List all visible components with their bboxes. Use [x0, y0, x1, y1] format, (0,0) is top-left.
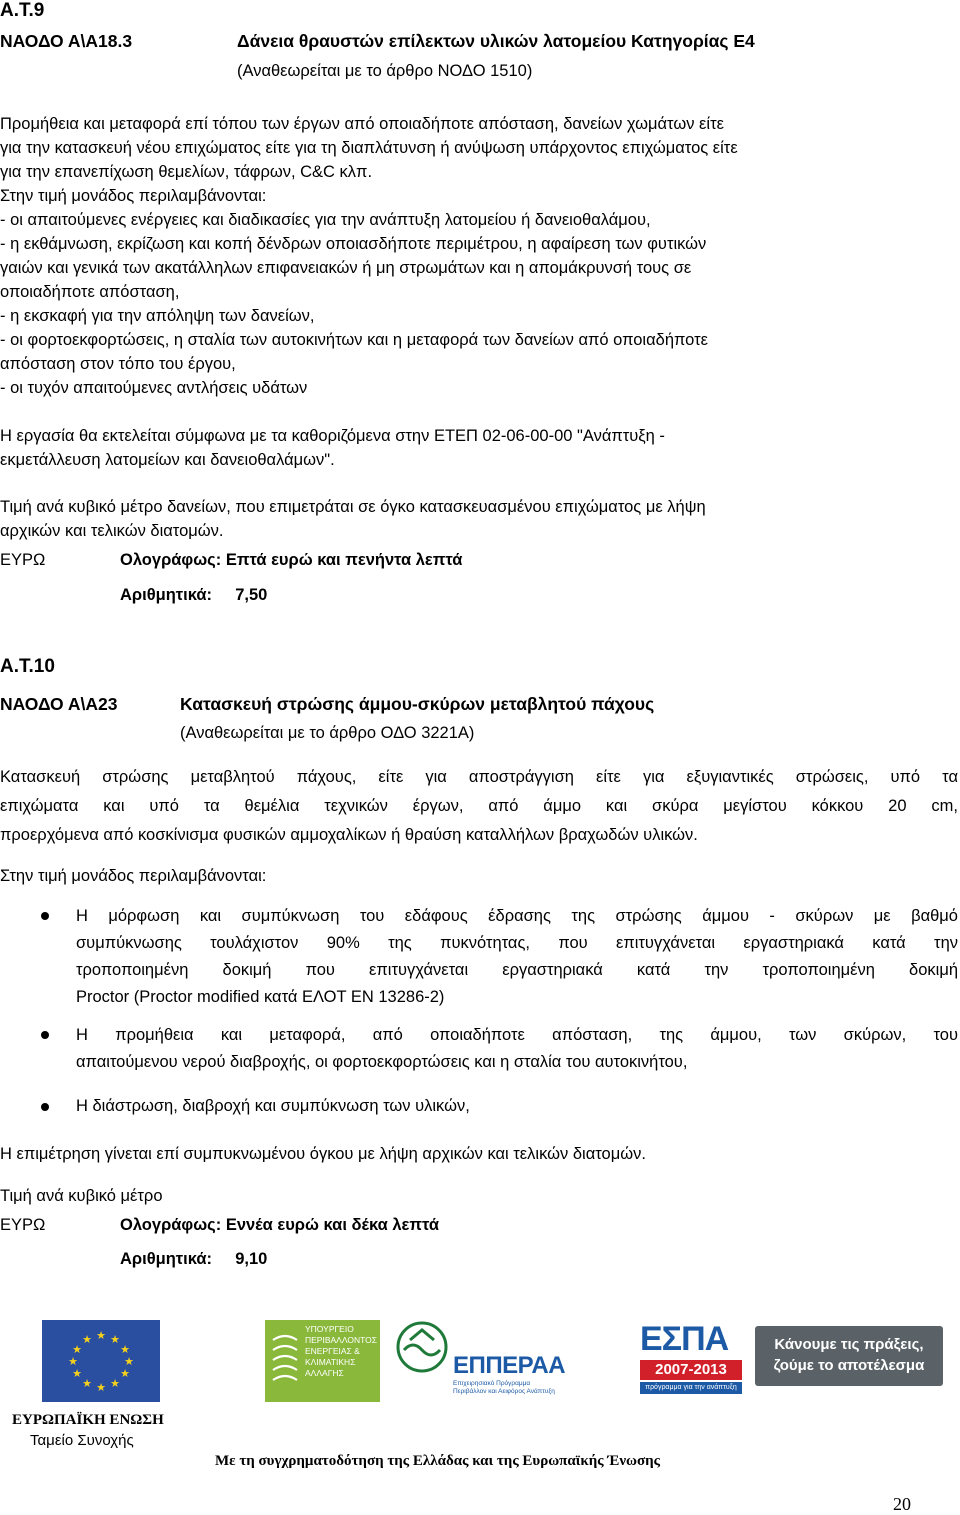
- numeric-value: 9,10: [235, 1250, 268, 1268]
- description-line: επιχώματα και υπό τα θεμέλια τεχνικών έργων, από άμμο και σκύρα μεγίστου κόκκου 20 cm,: [0, 797, 958, 815]
- spec-line: Η εργασία θα εκτελείται σύμφωνα με τα καθοριζόμενα στην ΕΤΕΠ 02-06-00-00 "Ανάπτυξη -: [0, 427, 665, 445]
- words-label: Ολογράφως:: [120, 1216, 222, 1234]
- description-line: για την επανεπίχωση θεμελίων, τάφρων, C&C κλπ.: [0, 163, 373, 181]
- svg-text:★: ★: [120, 1367, 130, 1380]
- section-2-measurement: Η επιμέτρηση γίνεται επί συμπυκνωμένου όγκου με λήψη αρχικών και τελικών διατομών.: [0, 1145, 646, 1163]
- svg-text:★: ★: [110, 1333, 120, 1346]
- numeric-label: Αριθμητικά:: [120, 586, 213, 604]
- words-value: Επτά ευρώ και πενήντα λεπτά: [225, 551, 463, 569]
- unit-line: αρχικών και τελικών διατομών.: [0, 522, 224, 540]
- section-1-revision: (Αναθεωρείται με το άρθρο ΝΟΔΟ 1510): [237, 62, 533, 80]
- section-1-words: [120, 548, 462, 572]
- bullet-line: συμπύκνωσης τουλάχιστον 90% της πυκνότητας, που επιτυγχάνεται εργαστηριακά κατά την: [76, 934, 958, 952]
- bullet-line: τροποποιημένη δοκιμή που επιτυγχάνεται εργαστηριακά κατά την τροποποιημένη δοκιμή: [76, 961, 958, 979]
- svg-text:★: ★: [82, 1333, 92, 1346]
- ministry-logo: [265, 1320, 380, 1402]
- bullet-line: απαιτούμενου νερού διαβροχής, οι φορτοεκφορτώσεις και η σταλία του αυτοκινήτου,: [76, 1053, 688, 1071]
- includes-line: απόσταση στον τόπο του έργου,: [0, 355, 236, 373]
- svg-text:★: ★: [110, 1377, 120, 1390]
- words-value: Εννέα ευρώ και δέκα λεπτά: [225, 1216, 440, 1234]
- eu-flag: [42, 1320, 160, 1402]
- eu-fund: Ταμείο Συνοχής: [30, 1432, 134, 1449]
- bullet-item: [76, 1022, 958, 1076]
- includes-line: - οι απαιτούμενες ενέργειες και διαδικασίες για την ανάπτυξη λατομείου ή δανειοθαλάμου,: [0, 211, 651, 229]
- svg-text:★: ★: [72, 1367, 82, 1380]
- includes-line: γαιών και γενικά των ακατάλληλων επιφανειακών ή μη στρωμάτων και η απομάκρυνσή τους σε: [0, 259, 692, 277]
- slogan-line: ζούμε το αποτέλεσμα: [773, 1357, 925, 1374]
- section-1-description: [0, 112, 738, 184]
- words-label: Ολογράφως:: [120, 551, 222, 569]
- ministry-line: ΥΠΟΥΡΓΕΙΟ: [305, 1324, 354, 1334]
- epperaa-name: ΕΠΠΕΡΑΑ: [453, 1352, 566, 1379]
- includes-line: - η εκθάμνωση, εκρίζωση και κοπή δένδρων οποιασδήποτε περιμέτρου, η αφαίρεση των φυτικών: [0, 235, 707, 253]
- cofinance-note: Με τη συγχρηματοδότηση της Ελλάδας και της Ευρωπαϊκής Ένωσης: [215, 1453, 661, 1469]
- section-1-numeric: [120, 583, 267, 607]
- bullet-marker: [41, 912, 49, 920]
- svg-text:★: ★: [124, 1355, 134, 1368]
- includes-title: Στην τιμή μονάδος περιλαμβάνονται:: [0, 187, 267, 205]
- section-2-words: [120, 1213, 439, 1237]
- bullet-marker: [41, 1031, 49, 1039]
- ministry-line: ΕΝΕΡΓΕΙΑΣ &: [305, 1346, 360, 1356]
- includes-line: οποιαδήποτε απόσταση,: [0, 283, 180, 301]
- section-2-code: ΝΑΟΔΟ Α\Α23: [0, 694, 118, 714]
- eu-flag-icon: [42, 1320, 160, 1402]
- espa-logo: [640, 1320, 742, 1400]
- section-2-includes-title: Στην τιμή μονάδος περιλαμβάνονται:: [0, 867, 267, 885]
- bullet-line: Η μόρφωση και συμπύκνωση του εδάφους έδρασης της στρώσης άμμου - σκύρων με βαθμό: [76, 907, 958, 925]
- bullet-line: Proctor (Proctor modified κατά ΕΛΟΤ ΕΝ 13286-2): [76, 988, 445, 1006]
- description-line: προερχόμενα από κοσκίνισμα φυσικών αμμοχαλίκων ή θραύση καταλλήλων βραχωδών υλικών.: [0, 826, 698, 844]
- spec-line: εκμετάλλευση λατομείων και δανειοθαλάμων".: [0, 451, 335, 469]
- section-2-unit: Τιμή ανά κυβικό μέτρο: [0, 1187, 163, 1205]
- espa-sub: πρόγραμμα για την ανάπτυξη: [640, 1382, 742, 1394]
- slogan-line: Κάνουμε τις πράξεις,: [774, 1336, 924, 1353]
- svg-text:★: ★: [96, 1381, 106, 1394]
- section-1-currency: ΕΥΡΩ: [0, 551, 46, 569]
- section-2-description: [0, 763, 958, 850]
- section-1-number: Α.Τ.9: [0, 0, 45, 21]
- numeric-value: 7,50: [235, 586, 268, 604]
- includes-line: - η εκσκαφή για την απόληψη των δανείων,: [0, 307, 315, 325]
- ministry-line: ΑΛΛΑΓΗΣ: [305, 1368, 344, 1378]
- svg-text:★: ★: [120, 1343, 130, 1356]
- ministry-emblem-icon: [269, 1330, 301, 1390]
- espa-years: 2007-2013: [640, 1360, 742, 1380]
- svg-text:★: ★: [96, 1329, 106, 1342]
- section-1-code: ΝΑΟΔΟ Α\Α18.3: [0, 31, 133, 51]
- section-2-number: Α.Τ.10: [0, 656, 55, 677]
- unit-line: Τιμή ανά κυβικό μέτρο δανείων, που επιμετράται σε όγκο κατασκευασμένου επιχώματος με λήψη: [0, 498, 706, 516]
- section-2-numeric: [120, 1247, 267, 1271]
- epperaa-circle-icon: [395, 1320, 449, 1374]
- section-2-revision: (Αναθεωρείται με το άρθρο ΟΔΟ 3221Α): [180, 724, 475, 742]
- section-1-spec: [0, 424, 665, 472]
- bullet-line: Η προμήθεια και μεταφορά, από οποιαδήποτε απόσταση, της άμμου, των σκύρων, του: [76, 1026, 958, 1044]
- includes-line: - οι φορτοεκφορτώσεις, η σταλία των αυτοκινήτων και η μεταφορά των δανείων από οποιαδήποτε: [0, 331, 708, 349]
- svg-text:★: ★: [82, 1377, 92, 1390]
- bullet-marker: [41, 1103, 49, 1111]
- ministry-line: ΠΕΡΙΒΑΛΛΟΝΤΟΣ: [305, 1335, 378, 1345]
- epperaa-sub-line: Επιχειρησιακό Πρόγραμμα: [453, 1380, 531, 1387]
- page-number: 20: [893, 1494, 911, 1514]
- description-line: για την κατασκευή νέου επιχώματος είτε για τη διαπλάτυνση ή ανύψωση υπάρχοντος επιχώματος είτε: [0, 139, 738, 157]
- section-2-currency: ΕΥΡΩ: [0, 1216, 46, 1234]
- ministry-line: ΚΛΙΜΑΤΙΚΗΣ: [305, 1357, 356, 1367]
- bullet-item: [76, 1094, 470, 1118]
- section-1-unit: [0, 495, 706, 543]
- svg-text:★: ★: [68, 1355, 78, 1368]
- svg-text:★: ★: [72, 1343, 82, 1356]
- bullet-item: [76, 903, 958, 1011]
- description-line: Προμήθεια και μεταφορά επί τόπου των έργων από οποιαδήποτε απόσταση, δανείων χωμάτων είτε: [0, 115, 724, 133]
- bullet-line: Η διάστρωση, διαβροχή και συμπύκνωση των υλικών,: [76, 1097, 470, 1115]
- espa-name: ΕΣΠΑ: [640, 1320, 729, 1358]
- epperaa-logo: [395, 1320, 575, 1402]
- epperaa-sub-line: Περιβάλλον και Αειφόρος Ανάπτυξη: [453, 1388, 555, 1395]
- includes-line: - οι τυχόν απαιτούμενες αντλήσεις υδάτων: [0, 379, 308, 397]
- eu-name: ΕΥΡΩΠΑΪΚΗ ΕΝΩΣΗ: [12, 1412, 164, 1428]
- section-2-title: Κατασκευή στρώσης άμμου-σκύρων μεταβλητού πάχους: [180, 694, 655, 714]
- numeric-label: Αριθμητικά:: [120, 1250, 213, 1268]
- slogan-box: [755, 1326, 943, 1386]
- section-1-title: Δάνεια θραυστών επίλεκτων υλικών λατομείου Κατηγορίας Ε4: [237, 31, 755, 51]
- description-line: Κατασκευή στρώσης μεταβλητού πάχους, είτε για αποστράγγιση είτε για εξυγιαντικές στρώσεις, υπό τα: [0, 768, 958, 786]
- section-1-includes: [0, 184, 708, 400]
